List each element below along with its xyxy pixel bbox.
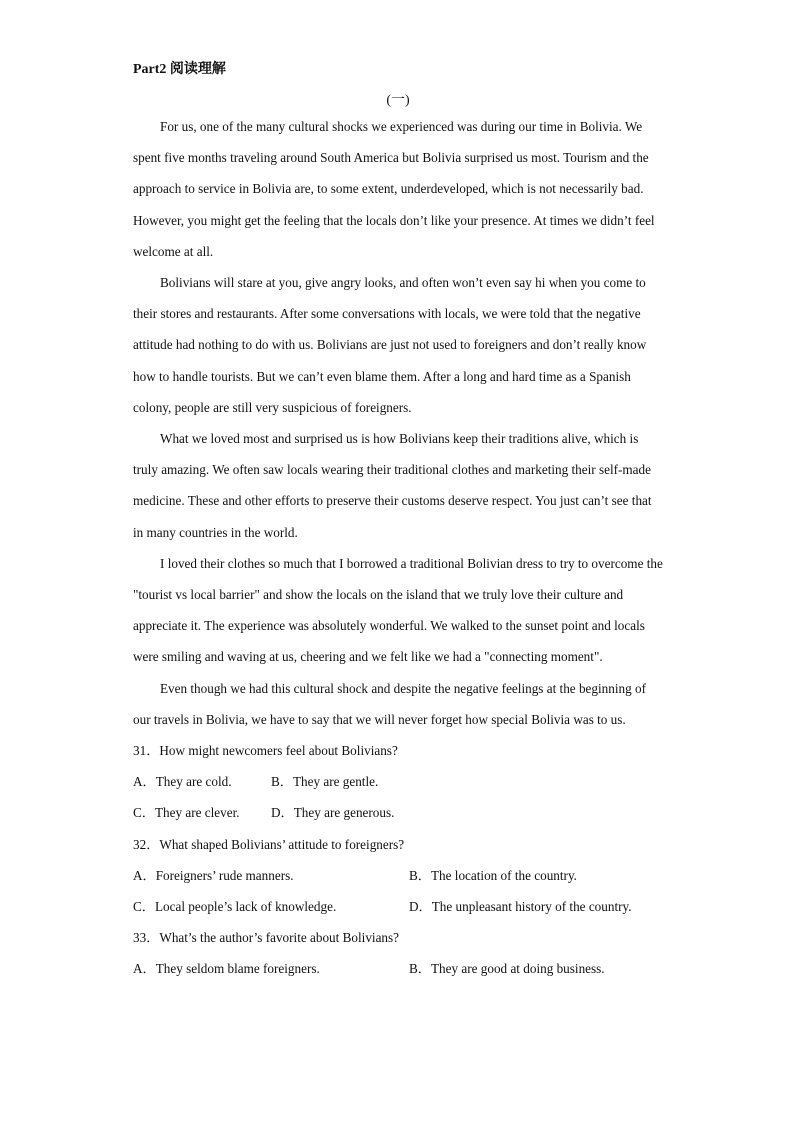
- option-row: [133, 766, 663, 797]
- passage-paragraph-3: What we loved most and surprised us is how Bolivians keep their traditions alive, which is truly amazing. We often saw locals wearing their traditional clothes and marketing their self-made medicine. These and other efforts to preserve their customs deserve respect. You just can’t see that in many countries in the world.: [133, 431, 652, 540]
- option-b: B．They are gentle.: [271, 774, 379, 790]
- question-32: [133, 829, 663, 923]
- passage-paragraph-1: For us, one of the many cultural shocks we experienced was during our time in Bolivia. We spent five months traveling around South America but Bolivia surprised us most. Tourism and the approach to service in Bolivia are, to some extent, underdeveloped, which is not necessarily bad. However, you might get the feeling that the locals don’t like your presence. At times we didn’t feel welcome at all.: [133, 119, 655, 259]
- section-label: (一): [386, 93, 410, 108]
- option-c: C．Local people’s lack of knowledge.: [133, 899, 337, 915]
- option-b: B．They are good at doing business.: [409, 961, 605, 977]
- option-b: B．The location of the country.: [409, 867, 577, 883]
- part-heading: Part2 阅读理解: [133, 62, 226, 77]
- option-row: [133, 797, 663, 828]
- passage: [133, 111, 663, 735]
- option-d: D．They are generous.: [271, 805, 395, 821]
- question-stem: 31．How might newcomers feel about Bolivians?: [133, 743, 398, 759]
- option-a: A．They are cold.: [133, 774, 232, 790]
- passage-paragraph-4: I loved their clothes so much that I borrowed a traditional Bolivian dress to try to overcome the "tourist vs local barrier" and show the locals on the island that we truly love their culture and appreciate it. The experience was absolutely wonderful. We walked to the sunset point and locals were smiling and waving at us, cheering and we felt like we had a "connecting moment".: [133, 555, 663, 665]
- option-d: D．The unpleasant history of the country.: [409, 899, 632, 915]
- option-row: [133, 953, 663, 984]
- question-33: [133, 922, 663, 984]
- option-c: C．They are clever.: [133, 805, 240, 821]
- option-row: [133, 860, 663, 891]
- passage-paragraph-2: Bolivians will stare at you, give angry looks, and often won’t even say hi when you come to their stores and restaurants. After some conversations with locals, we were told that the negative attitude had nothing to do with us. Bolivians are just not used to foreigners and don’t really know how to handle tourists. But we can’t even blame them. After a long and hard time as a Spanish colony, people are still very suspicious of foreigners.: [133, 275, 647, 415]
- option-a: A．Foreigners’ rude manners.: [133, 867, 294, 883]
- question-31: [133, 735, 663, 829]
- passage-paragraph-5: Even though we had this cultural shock and despite the negative feelings at the beginning of our travels in Bolivia, we have to say that we will never forget how special Bolivia was to us.: [133, 680, 646, 727]
- question-stem: 32．What shaped Bolivians’ attitude to foreigners?: [133, 836, 405, 852]
- option-a: A．They seldom blame foreigners.: [133, 961, 320, 977]
- option-row: [133, 891, 663, 922]
- question-stem: 33．What’s the author’s favorite about Bolivians?: [133, 930, 400, 946]
- document-page: [133, 60, 663, 985]
